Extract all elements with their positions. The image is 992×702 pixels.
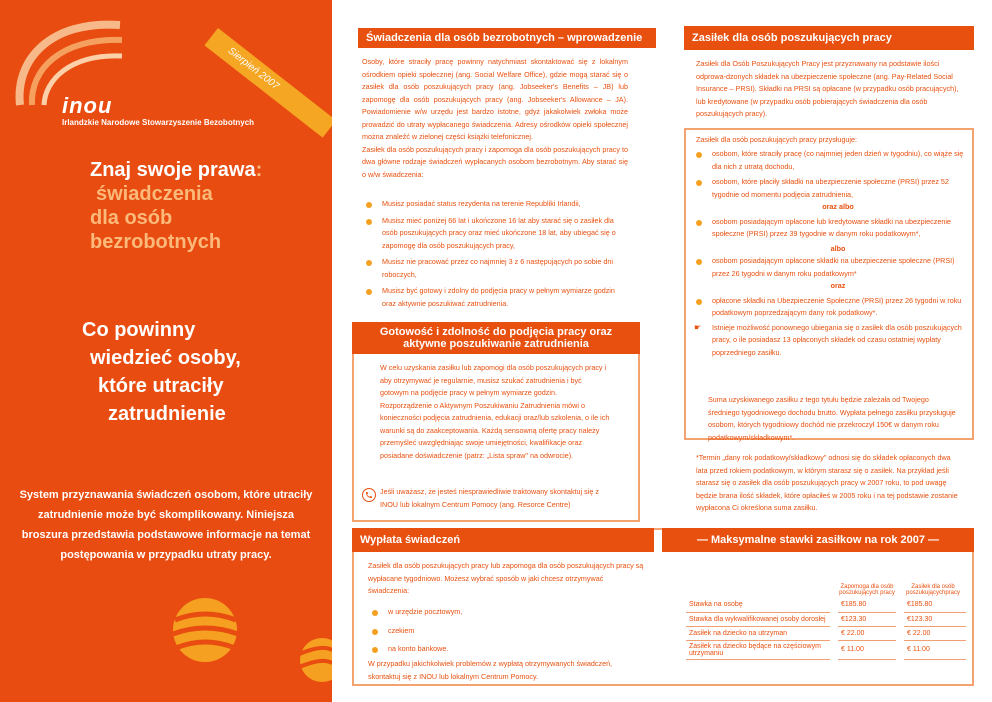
sec4-bullets bbox=[694, 148, 964, 361]
allowance-value: € 11.00 bbox=[834, 640, 900, 659]
benefit-value: €185.80 bbox=[900, 598, 966, 612]
sec2-paragraph: W celu uzyskania zasiłku lub zapomogi dla osób poszukujących pracy i aby otrzymywać je regularnie, musisz szukać zatrudnienia i być gotowym na podjęcie pracy w pełnym wymiarze godzin. Rozporządzenie o Aktywnym Poszukiwaniu Zatrudnienia mówi o konieczności podjęcia zatrudnienia, edukacji oraz/lub szkolenia, o ile ich warunki są do zaakceptowania. Każdą sensowną ofertę pracy należy przemyśleć uwzględniając swoje umiejętności, kwalifikacje oraz posiadane doświadczenie (patrz: „Lista spraw" na odwrocie). bbox=[380, 363, 610, 460]
allowance-value: € 22.00 bbox=[834, 626, 900, 640]
sec2-heading-line-2: aktywne poszukiwanie zatrudnienia bbox=[403, 338, 589, 350]
cover-intro: System przyznawania świadczeń osobom, które utraciły zatrudnienie może być skomplikowany. Niniejsza broszura przedstawia podstawowe informacje na temat postępowania w przypadku utraty pracy. bbox=[19, 489, 313, 561]
bullet-dot-icon bbox=[696, 259, 702, 265]
inou-logo: inou bbox=[62, 93, 113, 118]
sec1-body bbox=[362, 56, 628, 181]
list-item: Musisz być gotowy i zdolny do podjęcia pracy w pełnym wymiarze godzin oraz aktywnie poszukiwać zatrudnienia. bbox=[364, 285, 628, 310]
sec3-paragraph-2: W przypadku jakichkolwiek problemów z wypłatą otrzymywanych świadczeń, skontaktuj się z INOU lub lokalnym Centrum Pomocy. bbox=[368, 659, 613, 681]
subtitle-line-2: wiedzieć osoby, bbox=[90, 347, 241, 369]
bullet-dot-icon bbox=[696, 180, 702, 186]
row-label: Zasiłek na dziecko będące na częściowym utrzymaniu bbox=[686, 640, 834, 659]
or-label: oraz albo bbox=[822, 202, 854, 211]
bullet-dot-icon bbox=[372, 647, 378, 653]
list-item: osobom posiadającym opłacone składki na ubezpieczenie społeczne (PRSI) przez 26 tygodni w danym roku podatkowym* bbox=[694, 255, 964, 280]
rates-heading: — Maksymalne stawki zasiłkow na rok 2007 — bbox=[662, 528, 974, 552]
sec4-paragraph-1: Zasiłek dla Osób Poszukujących Pracy jest przyznawany na podstawie ilości odprowa-dzonych składek na ubezpieczenie społeczne (ang. Pay-Related Social Insurance – PRSI). Składki na PRSI są opłacane (w przypadku osób pracujących), lub kredytowane (w przypadku osób pobierających świadczenia dla osób poszukujących pracy). bbox=[696, 59, 959, 118]
circle-small-graphic bbox=[292, 630, 332, 690]
row-label: Stawka dla wykwalifikowanej osoby dorosłej bbox=[686, 612, 834, 626]
sec3-bullets bbox=[370, 606, 630, 660]
sec3-heading: Wypłata świadczeń bbox=[352, 528, 654, 552]
cover-title bbox=[90, 158, 330, 254]
subtitle-line-3: które utraciły bbox=[98, 375, 224, 397]
list-item: w urzędzie pocztowym, bbox=[370, 606, 630, 619]
bullet-dot-icon bbox=[696, 152, 702, 158]
list-item: ☛ Istnieje możliwość ponownego ubiegania się o zasiłek dla osób poszukujących pracy, o ile posiadasz 13 opłaconych składek od czasu ostatniej wypłaty poprzedniego zasiłku. bbox=[694, 322, 962, 357]
bullet-dot-icon bbox=[366, 219, 372, 225]
list-item: Musisz mieć poniżej 66 lat i ukończone 16 lat aby starać się o zasiłek dla osób poszukujących pracy oraz mieć ukończone 18 lat, aby ubiegać się o zapomogę dla osób poszukujących pracy, bbox=[364, 215, 628, 253]
sec1-bullets bbox=[364, 198, 628, 314]
row-label: Zasiłek na dziecko na utrzyman bbox=[686, 626, 834, 640]
bullet-dot-icon bbox=[696, 299, 702, 305]
or-label: albo bbox=[830, 243, 846, 253]
list-item: opłacone składki na Ubezpieczenie Społeczne (PRSI) przez 26 tygodni w roku podatkowym poprzedzającym dany rok podatkowy*. bbox=[694, 295, 964, 320]
sec4-sum: Suma uzyskiwanego zasiłku z tego tytułu będzie zależała od Twojego średniego tygodniowego dochodu brutto. Wypłata pełnego zasiłku przysługuje osobom, których tygodniowy dochód nie przekroczył 150€ w danym roku podatkowym/składkowym*. bbox=[708, 395, 956, 442]
sec3-paragraph-1: Zasiłek dla osób poszukujących pracy lub zapomoga dla osób poszukujących pracy są wypłacane tygodniowo. Możesz wybrać sposób w jaki chcesz otrzymywać świadczenia: bbox=[368, 561, 644, 595]
or-label: oraz bbox=[830, 281, 846, 290]
table-row bbox=[686, 598, 966, 612]
list-item: Musisz nie pracować przez co najmniej 3 z 6 następujących po sobie dni roboczych, bbox=[364, 256, 628, 281]
benefit-value: €123.30 bbox=[900, 612, 966, 626]
date-ribbon: Sierpień 2007 bbox=[204, 28, 332, 138]
sec4-footnote: *Termin „dany rok podatkowy/składkowy" odnosi się do składek opłaconych dwa lata przed rokiem podatkowym, w którym starasz się o zasiłek. Na przykład jeśli starasz się o zasiłek dla osób poszukujących pracy w 2007 roku, to pod uwagę będzie brana ilość składek, które opłaciłeś w 2005 roku i na tej podstawie zostanie wypłacona Ci określona suma zasiłku. bbox=[696, 453, 958, 512]
org-name: Irlandzkie Narodowe Stowarzyszenie Bezobotnych bbox=[62, 118, 255, 127]
sec2-heading bbox=[352, 322, 640, 354]
table-row bbox=[686, 612, 966, 626]
sec2-heading-line-1: Gotowość i zdolność do podjęcia pracy oraz bbox=[379, 326, 613, 338]
table-row bbox=[686, 626, 966, 640]
title-line-1: Znaj swoje prawa bbox=[90, 159, 256, 181]
bullet-dot-icon bbox=[366, 202, 372, 208]
bullet-dot-icon bbox=[696, 220, 702, 226]
list-item: osobom posiadającym opłacone lub kredytowane składki na ubezpieczenie społeczne (PRSI) przez 39 tygodnie w danym roku podatkowym*, bbox=[694, 216, 964, 241]
cover-panel bbox=[0, 0, 332, 702]
list-item: osobom, które płaciły składki na ubezpieczenie społeczne (PRSI) przez 52 tygodnie od momentu podjęcia zatrudnienia, bbox=[694, 176, 964, 201]
cover-subtitle bbox=[82, 316, 322, 428]
list-item: Musisz posiadać status rezydenta na terenie Republiki Irlandii, bbox=[364, 198, 628, 211]
allowance-value: €123.30 bbox=[834, 612, 900, 626]
title-colon: : bbox=[255, 159, 263, 181]
table-header-benefit: Zasiłek dla osób poszukującychpracy bbox=[905, 584, 961, 596]
allowance-value: €185.80 bbox=[834, 598, 900, 612]
title-line-4: bezrobotnych bbox=[90, 231, 222, 253]
bullet-dot-icon bbox=[372, 629, 378, 635]
benefit-value: € 11.00 bbox=[900, 640, 966, 659]
pointing-hand-icon: ☛ bbox=[694, 322, 702, 332]
bullet-dot-icon bbox=[366, 289, 372, 295]
table-header-empty bbox=[686, 582, 834, 598]
bullet-dot-icon bbox=[372, 610, 378, 616]
sec4-heading: Zasiłek dla osób poszukujących pracy bbox=[684, 26, 974, 50]
list-item: czekiem bbox=[370, 625, 630, 638]
bullet-dot-icon bbox=[366, 260, 372, 266]
sec1-heading: Świadczenia dla osób bezrobotnych – wprowadzenie bbox=[358, 28, 656, 48]
table-header-row bbox=[686, 582, 966, 598]
row-label: Stawka na osobę bbox=[686, 598, 834, 612]
rates-table bbox=[686, 582, 966, 660]
title-line-3: dla osób bbox=[90, 207, 173, 229]
sec1-paragraph-2: Zasiłek dla osób poszukujących pracy i zapomoga dla osób poszukujących pracy to dwa główne rodzaje świadczeń wypłacanych osobom bezrobotnym. Aby starać się o w/w świadczenia: bbox=[362, 144, 628, 179]
list-item: osobom, które straciły pracę (co najmniej jeden dzień w tygodniu), co wiąże się dla nich z utratą dochodu, bbox=[694, 148, 964, 173]
sec2-note: Jeśli uważasz, że jesteś niesprawiedliwie traktowany skontaktuj się z INOU lub lokalnym Centrum Pomocy (ang. Resorce Centre) bbox=[380, 487, 599, 509]
table-header-allowance: Zapomoga dla osób poszukujących pracy bbox=[839, 584, 895, 596]
sec4-lead: Zasiłek dla osób poszukujących pracy przysługuje: bbox=[696, 135, 857, 144]
benefit-value: € 22.00 bbox=[900, 626, 966, 640]
subtitle-line-1: Co powinny bbox=[82, 319, 196, 341]
phone-icon bbox=[362, 488, 376, 502]
list-item: na konto bankowe. bbox=[370, 643, 630, 656]
title-line-2: świadczenia bbox=[96, 183, 213, 205]
table-row bbox=[686, 640, 966, 659]
circles-graphic bbox=[170, 590, 240, 670]
subtitle-line-4: zatrudnienie bbox=[108, 403, 226, 425]
sec1-paragraph-1: Osoby, które straciły pracę powinny natychmiast skontaktować się z lokalnym ośrodkiem opieki społecznej (ang. Social Welfare Office), gdzie mogą starać się o zasiłek dla osób poszukujących pracy (ang. Jobseeker's Benefits – JB) lub zapomogę dla osób poszukujących pracy (ang. Jobseeker's Allowance – JA). Powiadomienie w/w urzędu jest bardzo istotne, gdyż jakakolwiek zwłoka może prowadzić do utraty wypłacanego świadczenia. Adresy ośrodków opieki społecznej można znaleźć w zielonej części książki telefonicznej. bbox=[362, 57, 628, 141]
